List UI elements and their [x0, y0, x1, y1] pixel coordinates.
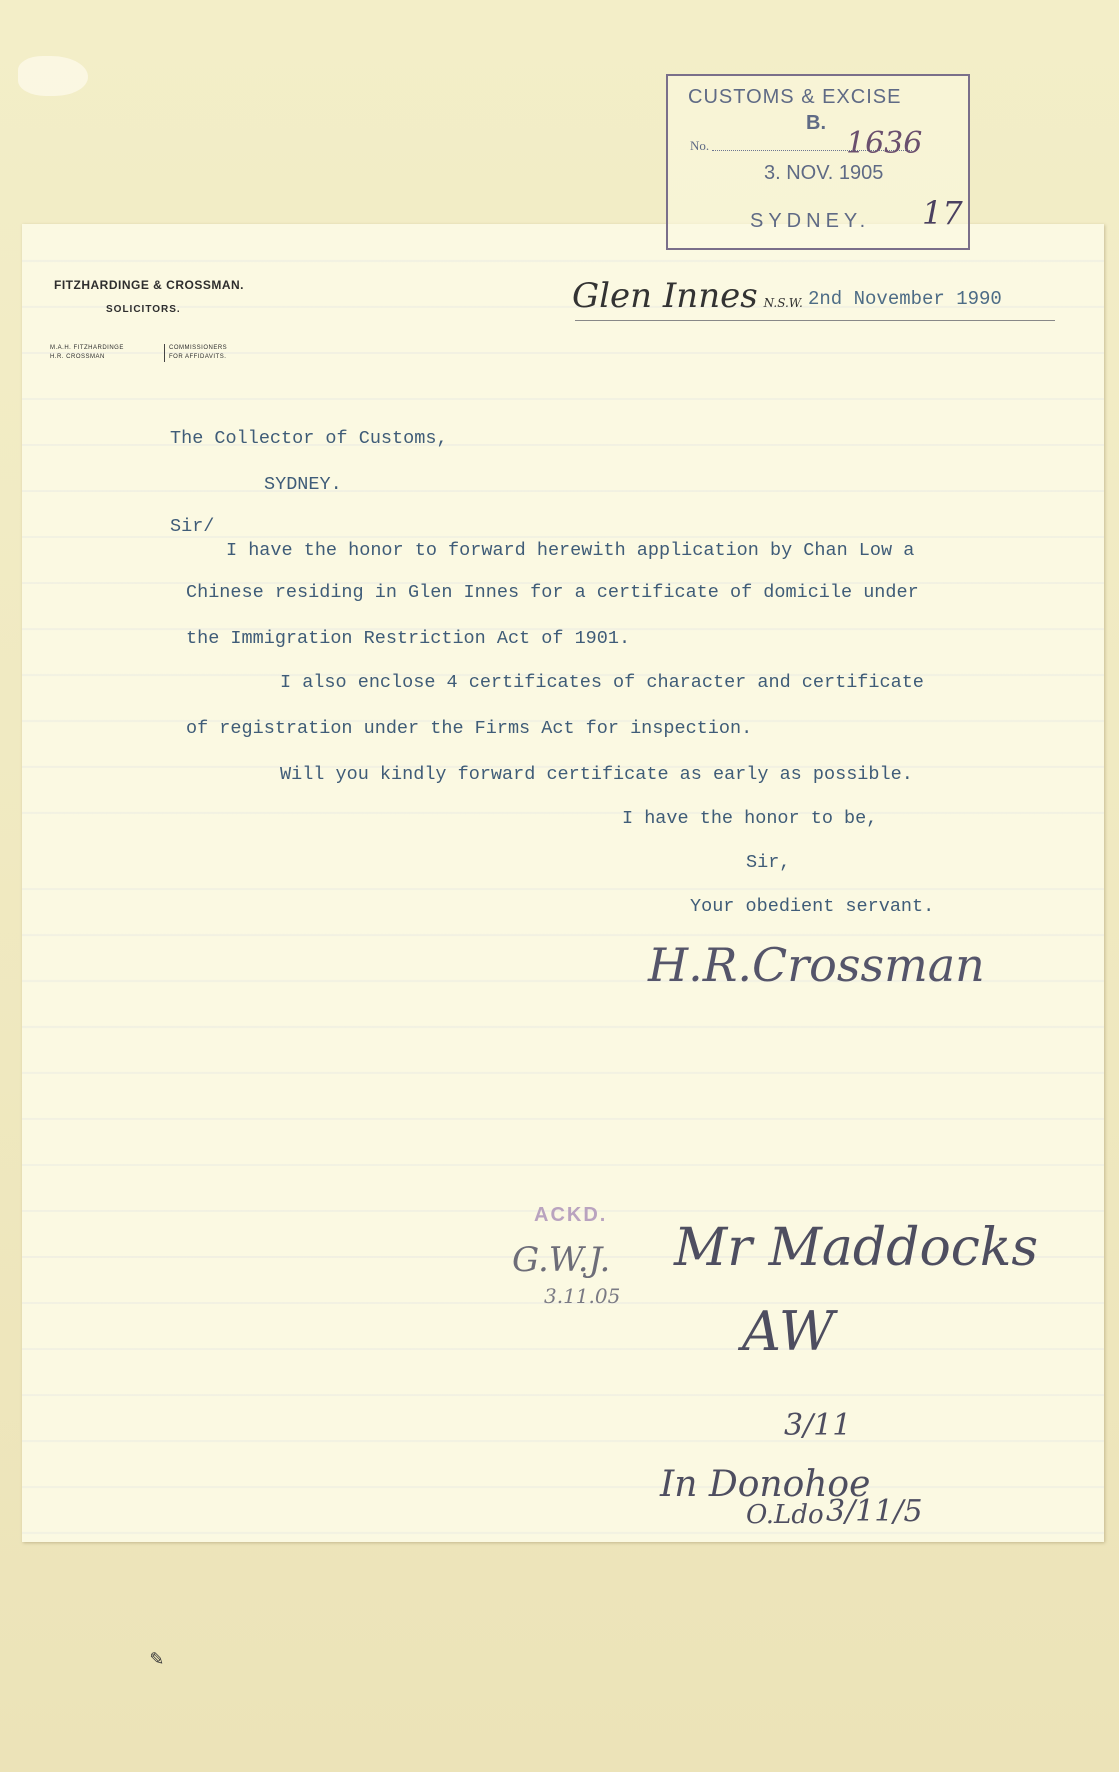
dateline-date: 2nd November 1990 [808, 288, 1002, 310]
handwritten-initials: G.W.J. [512, 1240, 611, 1280]
partner-names [50, 344, 124, 362]
commission-1: COMMISSIONERS [169, 345, 228, 351]
paragraph-2-line-2: of registration under the Firms Act for inspection. [186, 718, 753, 739]
closing-line-1: I have the honor to be, [622, 808, 878, 829]
letterhead [50, 278, 244, 360]
firm-name: FITZHARDINGE & CROSSMAN. [54, 278, 244, 292]
handwritten-initials-2: AW [742, 1300, 835, 1363]
stamp-number: 1636 [846, 126, 923, 161]
handwritten-name-2: In Donohoe [660, 1464, 871, 1505]
stamp-title: CUSTOMS & EXCISE [688, 86, 902, 108]
stamp-handwritten-mark: 17 [922, 194, 963, 232]
ackd-stamp: ACKD. [534, 1204, 608, 1226]
paragraph-1-line-1: I have the honor to forward herewith application by Chan Low a [226, 540, 915, 561]
dateline-rule [575, 320, 1055, 321]
torn-corner [18, 56, 88, 96]
handwritten-date-1: 3.11.05 [544, 1284, 621, 1308]
stamp-number-label: No. [690, 138, 710, 153]
pencil-mark: ✎ [150, 1647, 164, 1672]
handwritten-date-3: 3/11/5 [826, 1494, 923, 1529]
paragraph-1-line-2: Chinese residing in Glen Innes for a certificate of domicile under [186, 582, 919, 603]
commissioner-note [164, 344, 227, 362]
place-state: N.S.W. [763, 296, 803, 310]
customs-stamp [666, 74, 970, 250]
handwritten-name: Mr Maddocks [674, 1218, 1039, 1278]
addressee: The Collector of Customs, [170, 428, 448, 449]
handwritten-office: O.Ldo [746, 1500, 824, 1530]
partner-1: M.A.H. FITZHARDINGE [50, 345, 124, 351]
stamp-date: 3. NOV. 1905 [764, 162, 884, 184]
letter-sheet [22, 224, 1104, 1542]
commission-2: FOR AFFIDAVITS. [169, 354, 227, 360]
handwritten-date-2: 3/11 [784, 1408, 852, 1443]
closing-line-3: Your obedient servant. [690, 896, 935, 917]
place-name: Glen Innes [572, 276, 758, 316]
closing-line-2: Sir, [746, 852, 791, 873]
paragraph-1-line-3: the Immigration Restriction Act of 1901. [186, 628, 631, 649]
dateline-place [572, 276, 803, 316]
stamp-city: SYDNEY. [750, 210, 871, 232]
paragraph-2-line-1: I also enclose 4 certificates of character and certificate [280, 672, 924, 693]
addressee-city: SYDNEY. [264, 474, 342, 495]
partner-2: H.R. CROSSMAN [50, 354, 105, 360]
stamp-series: B. [806, 112, 826, 134]
firm-role: SOLICITORS. [106, 304, 181, 315]
salutation: Sir/ [170, 516, 215, 537]
paragraph-3: Will you kindly forward certificate as early as possible. [280, 764, 913, 785]
signature: H.R.Crossman [648, 938, 985, 992]
